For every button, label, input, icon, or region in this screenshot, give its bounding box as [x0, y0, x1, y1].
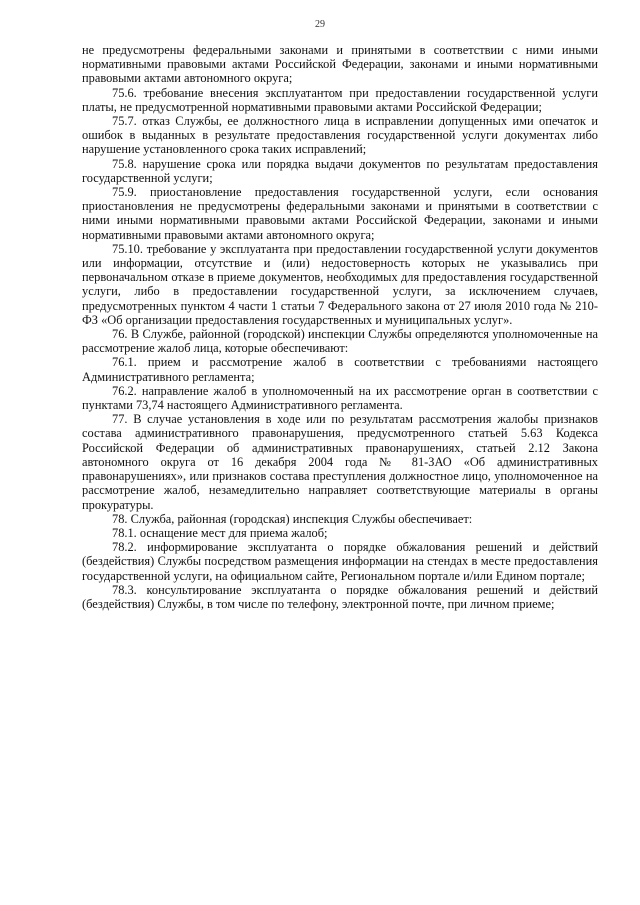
paragraph: 76.1. прием и рассмотрение жалоб в соответствии с требованиями настоящего Административного регламента;: [82, 355, 598, 384]
page-number: 29: [315, 19, 325, 30]
paragraph: 78. Служба, районная (городская) инспекция Службы обеспечивает:: [112, 511, 473, 526]
paragraph: 75.6. требование внесения эксплуатантом при предоставлении государственной услуги платы, не предусмотренной нормативными правовыми актами Российской Федерации;: [82, 85, 598, 114]
paragraph: 78.3. консультирование эксплуатанта о порядке обжалования решений и действий (бездействия) Службы, в том числе по телефону, электронной почте, при личном приеме;: [82, 582, 598, 611]
paragraph: 75.10. требование у эксплуатанта при предоставлении государственной услуги документов или информации, отсутствие и (или) недостоверность которых не указывались при первоначальном отказе в приеме документов, необходимых для предоставления государственной услуги, либо в предоставлении государственной услуги, за исключением случаев, предусмотренных пунктом 4 части 1 статьи 7 Федерального закона от 27 июля 2010 года № 210-ФЗ «Об организации предоставления государственных и муниципальных услуг».: [82, 241, 598, 327]
document-body: [82, 43, 598, 611]
paragraph: 78.1. оснащение мест для приема жалоб;: [112, 525, 328, 540]
paragraph: 75.8. нарушение срока или порядка выдачи документов по результатам предоставления государственной услуги;: [82, 156, 598, 185]
paragraph: 75.7. отказ Службы, ее должностного лица в исправлении допущенных ими опечаток и ошибок в выданных в результате предоставления государственной услуги документах либо нарушение установленного срока таких исправлений;: [82, 114, 598, 157]
paragraph: 77. В случае установления в ходе или по результатам рассмотрения жалобы признаков состава административного правонарушения, предусмотренного статьей 5.63 Кодекса Российской Федерации об административных правонарушениях, статьей 2.12 Закона автономного округа от 16 декабря 2004 года № 81-ЗАО «Об административных правонарушениях», или признаков состава преступления должностное лицо, уполномоченное на рассмотрение жалоб, незамедлительно направляет соответствующие материалы в органы прокуратуры.: [82, 412, 598, 512]
paragraph: не предусмотрены федеральными законами и принятыми в соответствии с ними иными нормативными правовыми актами Российской Федерации, законами и иными нормативными правовыми актами автономного округа;: [82, 43, 598, 86]
paragraph: 76.2. направление жалоб в уполномоченный на их рассмотрение орган в соответствии с пунктами 73,74 настоящего Административного регламента.: [82, 383, 598, 413]
paragraph: 76. В Службе, районной (городской) инспекции Службы определяются уполномоченные на рассмотрение жалоб лица, которые обеспечивают:: [82, 327, 598, 356]
paragraph: 78.2. информирование эксплуатанта о порядке обжалования решений и действий (бездействия) Службы посредством размещения информации на стендах в месте предоставления государственной услуги, на официальном сайте, Региональном портале и/или Едином портале;: [82, 540, 598, 583]
paragraph: 75.9. приостановление предоставления государственной услуги, если основания приостановления не предусмотрены федеральными законами и принятыми в соответствии с ними иными нормативными правовыми актами Российской Федерации, законами и иными нормативными правовыми актами автономного округа;: [82, 185, 598, 242]
